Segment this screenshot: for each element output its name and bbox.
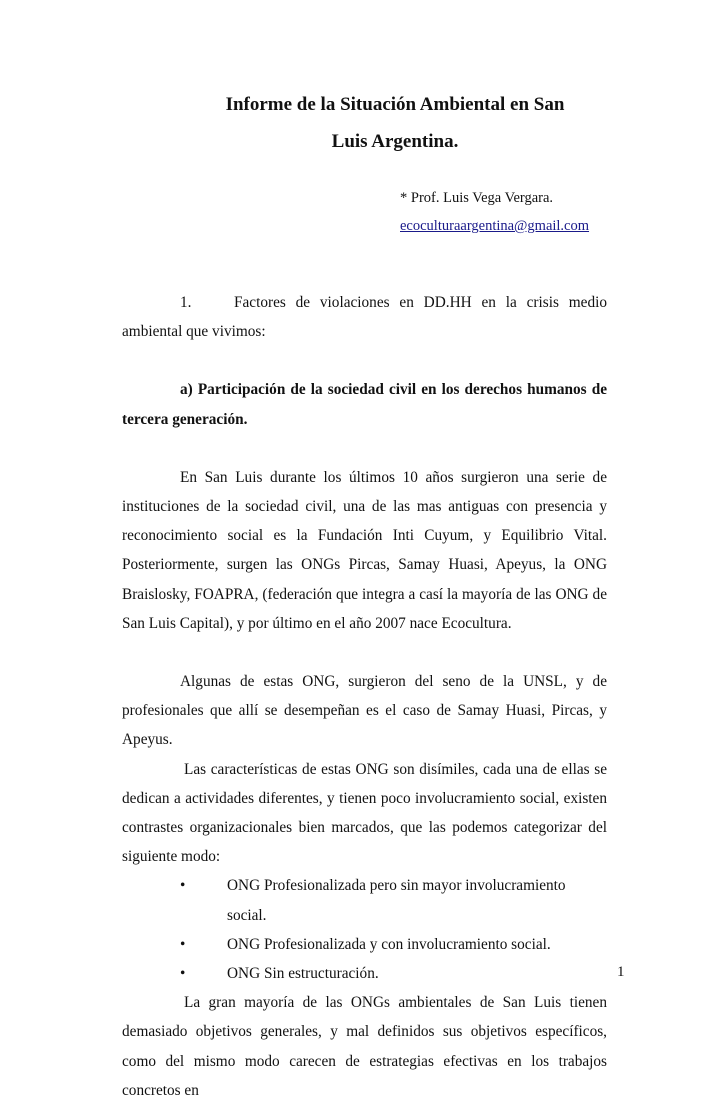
- author-name: * Prof. Luis Vega Vergara.: [400, 190, 554, 206]
- ong-categories-list: [122, 871, 607, 988]
- bullet-icon: •: [180, 877, 186, 895]
- bullet-icon: •: [180, 935, 186, 953]
- list-item: [122, 959, 607, 988]
- bullet-icon: •: [180, 965, 186, 983]
- document-title: [122, 86, 668, 160]
- section-1-heading: [122, 288, 607, 346]
- section-number: 1.: [180, 294, 192, 311]
- title-line-1: Informe de la Situación Ambiental en San: [225, 94, 565, 115]
- list-item-text: ONG Profesionalizada pero sin mayor involucramiento social.: [227, 877, 566, 924]
- page-number: 1: [617, 964, 625, 980]
- section-heading-text: Factores de violaciones en DD.HH en la crisis medio ambiental que vivimos:: [122, 294, 607, 341]
- document-body: [122, 288, 607, 1105]
- paragraph-2: Algunas de estas ONG, surgieron del seno de la UNSL, y de profesionales que allí se desempeñan es el caso de Samay Huasi, Pircas, y Apeyus.: [122, 673, 607, 749]
- list-item-text: ONG Profesionalizada y con involucramiento social.: [227, 935, 551, 953]
- paragraph-1: En San Luis durante los últimos 10 años surgieron una serie de instituciones de la sociedad civil, una de las mas antiguas con presencia y reconocimiento social es la Fundación Inti Cuyum, y Equilibrio Vital. Posteriormente, surgen las ONGs Pircas, Samay Huasi, Apeyus, la ONG Braislosky, FOAPRA, (federación que integra a casí la mayoría de las ONG de San Luis Capital), y por último en el año 2007 nace Ecocultura.: [122, 468, 607, 632]
- author-block: [400, 184, 589, 240]
- list-item-text: ONG Sin estructuración.: [227, 965, 379, 983]
- paragraph-4: La gran mayoría de las ONGs ambientales de San Luis tienen demasiado objetivos generales, y mal definidos sus objetivos específicos, como del mismo modo carecen de estrategias efectivas en los trabajos concretos en: [122, 994, 607, 1099]
- author-email-link[interactable]: ecoculturaargentina@gmail.com: [400, 218, 590, 234]
- paragraph-3: Las características de estas ONG son disímiles, cada una de ellas se dedican a actividades diferentes, y tienen poco involucramiento social, existen contrastes organizacionales bien marcados, que las podemos categorizar del siguiente modo:: [122, 760, 607, 866]
- list-item: [122, 930, 607, 959]
- title-line-2: Luis Argentina.: [331, 131, 459, 152]
- subsection-a-heading: a) Participación de la sociedad civil en los derechos humanos de tercera generación.: [122, 381, 607, 428]
- list-item: [122, 871, 607, 929]
